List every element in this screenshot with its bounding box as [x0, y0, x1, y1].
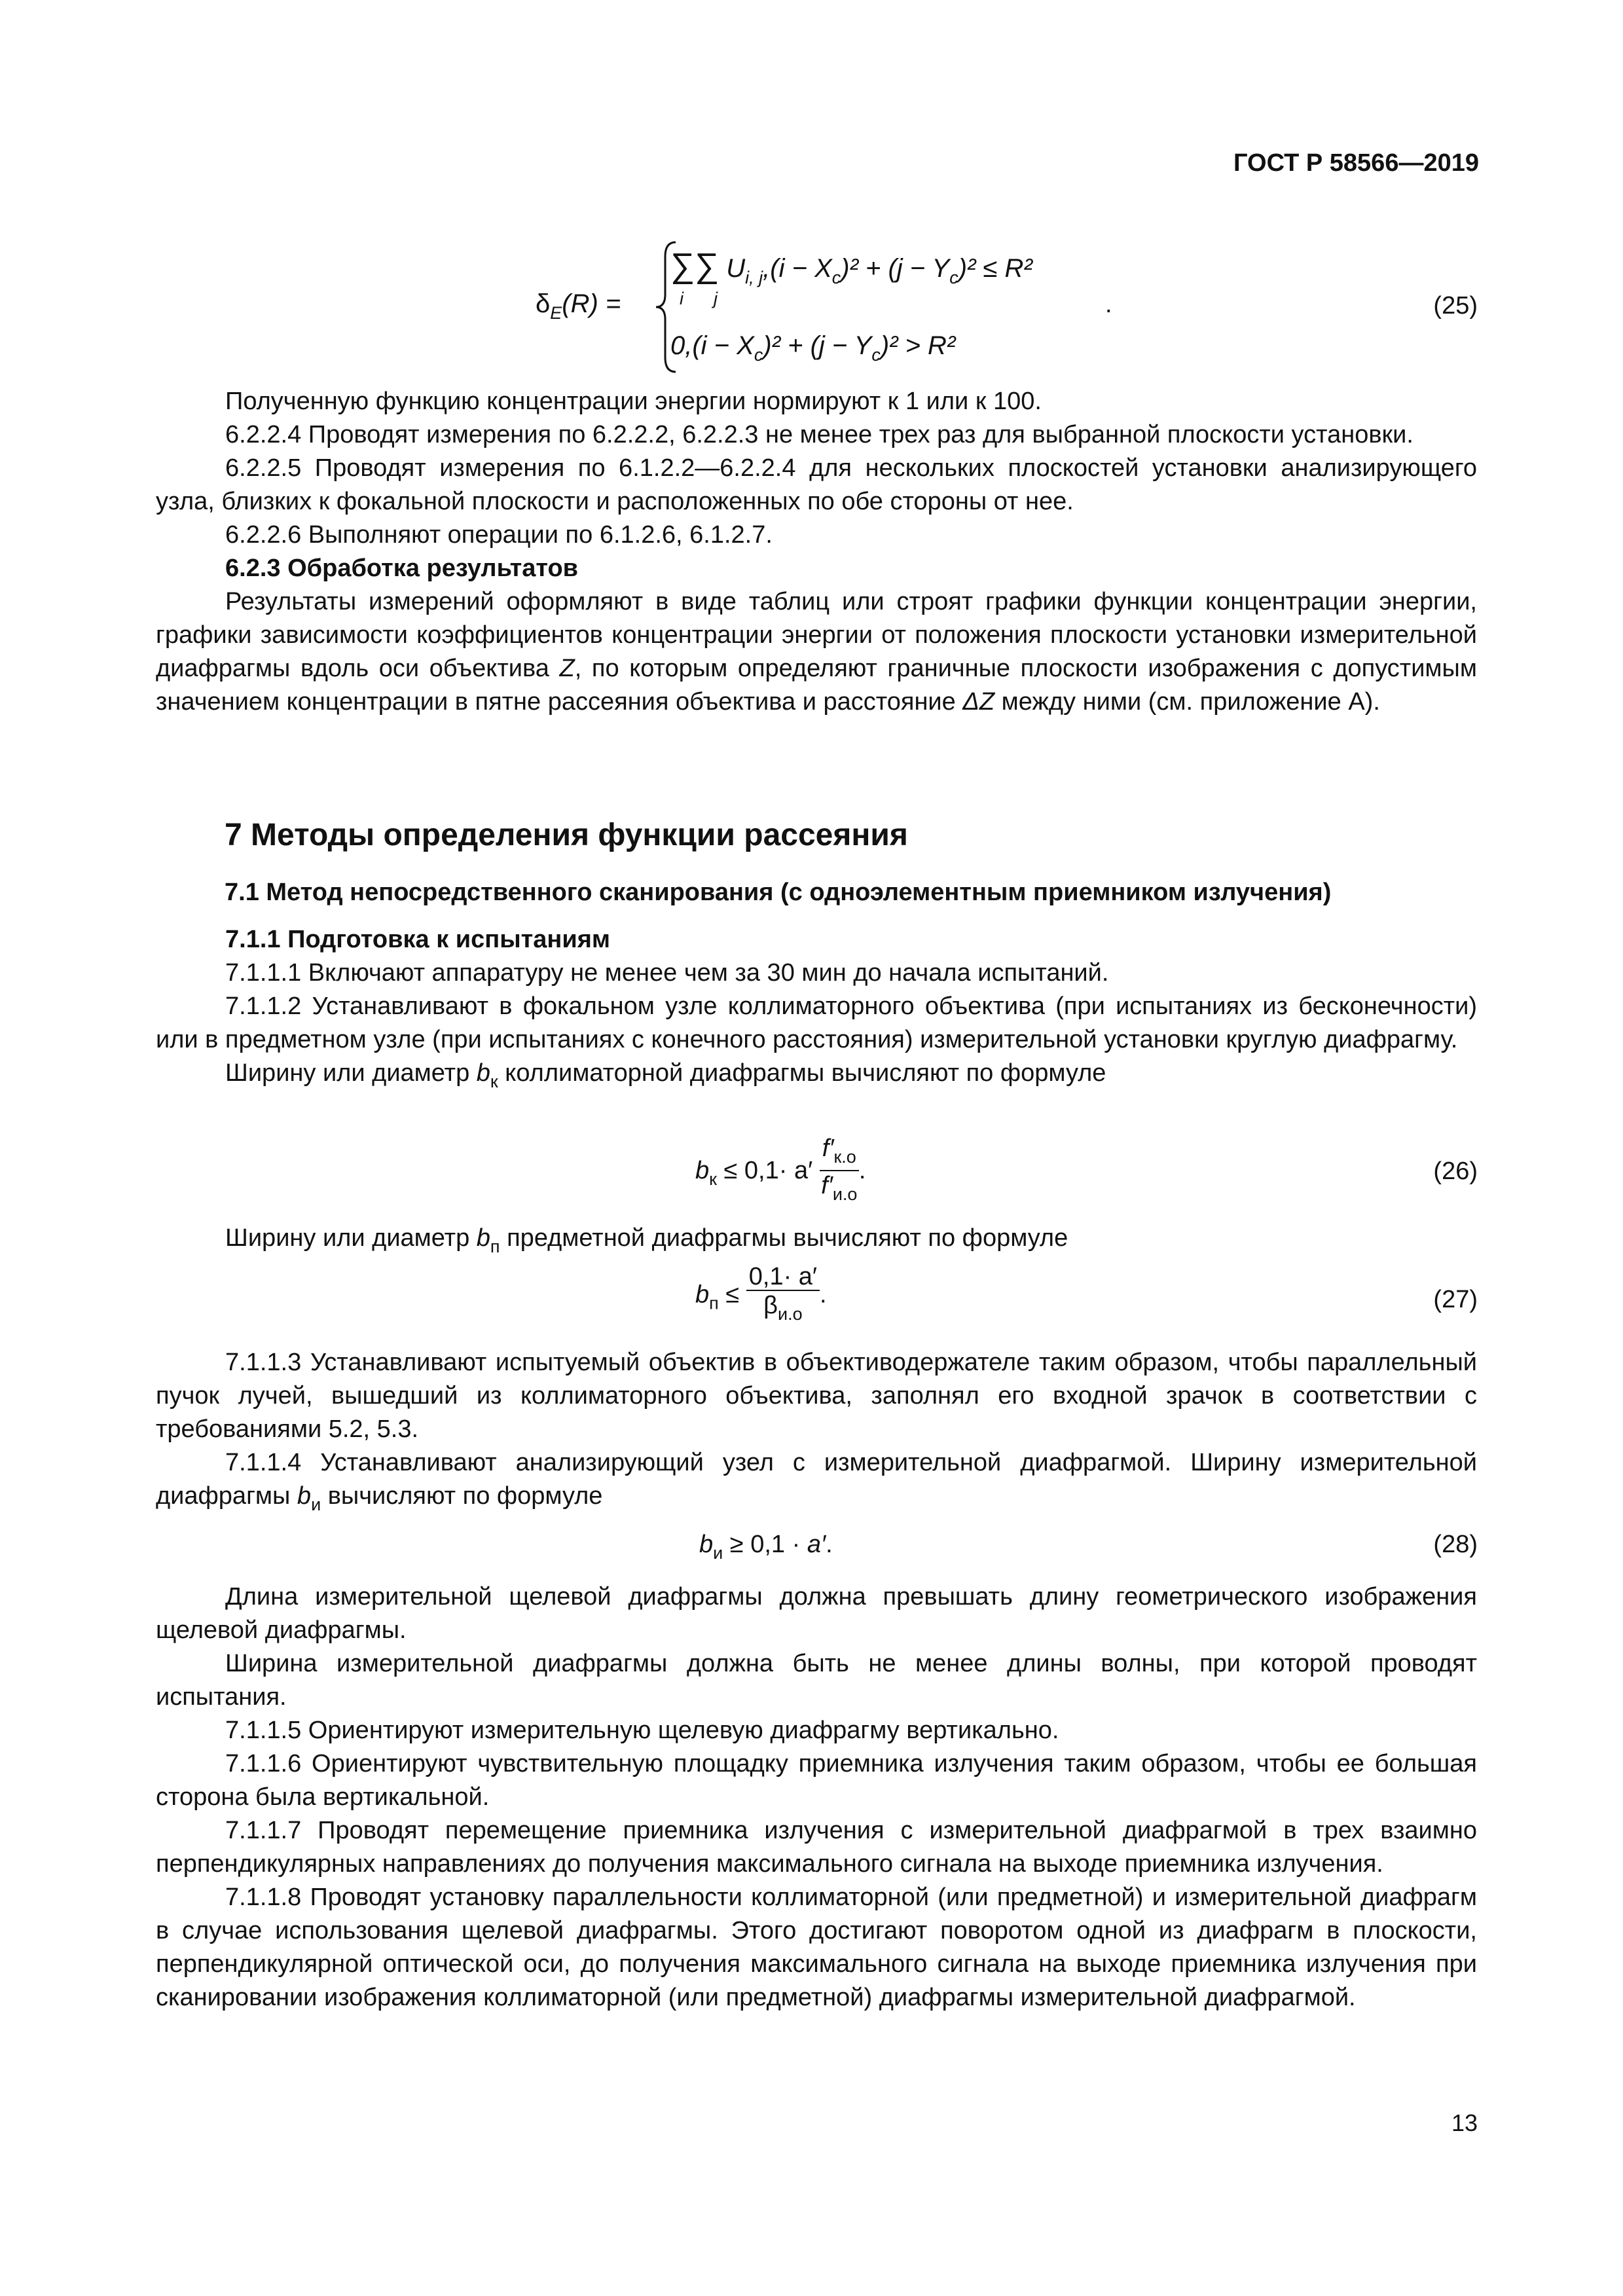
paragraph: 7.1.1.4 Устанавливают анализирующий узел с измерительной диафрагмой. Ширину измерительной диафрагмы $b_и$ вычисляют по формуле — [156, 1449, 1477, 1514]
equation-number-26: (26) — [1433, 1157, 1478, 1185]
text-block-c — [156, 1222, 1477, 1264]
paragraph: 6.2.2.5 Проводят измерения по 6.1.2.2—6.2.2.4 для нескольких плоскостей установки анализирующего узла, близких к фокальной плоскости и расположенных по обе стороны от нее. — [156, 454, 1477, 515]
paragraph: 7.1.1.7 Проводят перемещение приемника излучения с измерительной диафрагмой в трех взаимно перпендикулярных направлениях до получения максимального сигнала на выходе приемника излучения. — [156, 1817, 1477, 1878]
formula-25: $\delta_E(R)$ = ∑∑ $U_{i, j},(i - X_c)^2 + (j - Y_c)^2 \le R^2$ i j $0,(i - X_c)^2 + (j - Y_c)^2 > R^2$ . — [536, 240, 1125, 374]
equation-number-28: (28) — [1433, 1531, 1478, 1558]
paragraph: 7.1.1.2 Устанавливают в фокальном узле коллиматорного объектива (при испытаниях из бесконечности) или в предметном узле (при испытаниях с конечного расстояния) измерительной установки круглую диафрагму. — [156, 993, 1477, 1053]
formula-25-lhs: δ — [536, 289, 551, 318]
text-block-d — [156, 1346, 1477, 1522]
paragraph: Полученную функцию концентрации энергии нормируют к 1 или к 100. — [225, 388, 1042, 415]
paragraph: Ширина измерительной диафрагмы должна быть не менее длины волны, при которой проводят испытания. — [156, 1650, 1477, 1711]
text-block-b — [156, 923, 1477, 1099]
paragraph: Длина измерительной щелевой диафрагмы должна превышать длину геометрического изображения щелевой диафрагмы. — [156, 1583, 1477, 1644]
formula-27: $b_п$ ≤ $\frac{0,1\cdot a'}{\beta_{и.о}}$ . — [695, 1263, 827, 1324]
section-heading-7-1-1: 7.1.1 Подготовка к испытаниям — [225, 926, 611, 953]
paragraph: 7.1.1.5 Ориентируют измерительную щелевую диафрагму вертикально. — [225, 1717, 1059, 1744]
equation-number-27: (27) — [1433, 1286, 1478, 1313]
paragraph: Результаты измерений оформляют в виде таблиц или строят графики функции концентрации энергии, графики зависимости коэффициентов концентрации энергии от положения плоскости установки измерительной диафрагмы вдоль оси объектива Z, по которым определяют граничные плоскости изображения с допустимым значением концентрации в пятне рассеяния объектива и расстояние ΔZ между ними (см. приложение А). — [156, 588, 1477, 716]
equation-number-25: (25) — [1433, 292, 1478, 319]
paragraph: 7.1.1.6 Ориентируют чувствительную площадку приемника излучения таким образом, чтобы ее большая сторона была вертикальной. — [156, 1750, 1477, 1811]
section-heading-6-2-3: 6.2.3 Обработка результатов — [225, 555, 579, 582]
document-header: ГОСТ Р 58566—2019 — [1233, 149, 1479, 177]
paragraph: 7.1.1.1 Включают аппаратуру не менее чем за 30 мин до начала испытаний. — [225, 959, 1109, 987]
paragraph: 7.1.1.3 Устанавливают испытуемый объектив в объективодержателе таким образом, чтобы параллельный пучок лучей, вышедший из коллиматорного объектива, заполнял его входной зрачок в соответствии с требованиями 5.2, 5.3. — [156, 1349, 1477, 1443]
page-number: 13 — [1451, 2109, 1478, 2136]
paragraph: 6.2.2.6 Выполняют операции по 6.1.2.6, 6.1.2.7. — [225, 521, 773, 549]
paragraph: 7.1.1.8 Проводят установку параллельности коллиматорной (или предметной) и измерительной диафрагм в случае использования щелевой диафрагмы. Этого достигают поворотом одной из диафрагм в плоскости, перпендикулярной оптической оси, до получения максимального сигнала на выходе приемника излучения при сканировании изображения коллиматорной (или предметной) диафрагмы измерительной диафрагмой. — [156, 1884, 1477, 2011]
paragraph: Ширину или диаметр $b_п$ предметной диафрагмы вычисляют по формуле — [225, 1224, 1068, 1256]
text-block-e — [156, 1580, 1477, 2014]
section-heading-7-1: 7.1 Метод непосредственного сканирования (с одноэлементным приемником излучения) — [225, 879, 1332, 906]
formula-26: $b_к \le 0,1\cdot a'$ $\frac{f'_{к.о}}{f'_{и.о}}$ . — [695, 1135, 866, 1204]
paragraph: 6.2.2.4 Проводят измерения по 6.2.2.2, 6.2.2.3 не менее трех раз для выбранной плоскости установки. — [225, 421, 1413, 448]
paragraph: Ширину или диаметр $b_к$ коллиматорной диафрагмы вычисляют по формуле — [225, 1059, 1106, 1091]
section-heading-7: 7 Методы определения функции рассеяния — [225, 818, 908, 852]
formula-28: $b_и \ge 0,1 \cdot a'$. — [699, 1531, 833, 1563]
text-block-a — [156, 385, 1477, 719]
